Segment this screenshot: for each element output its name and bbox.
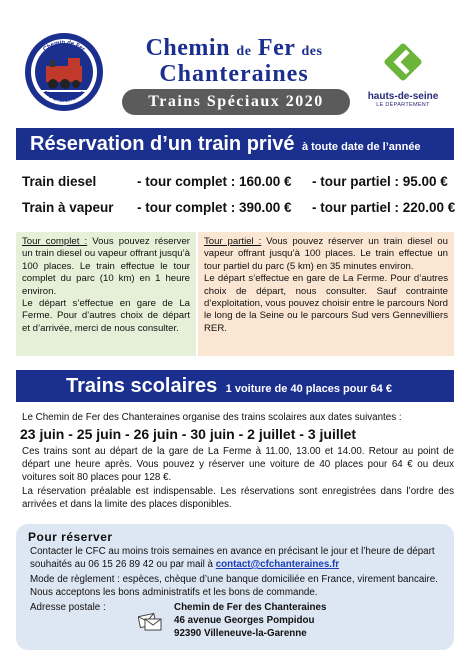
contact-email-link[interactable]: contact@cfchanteraines.fr — [215, 558, 340, 570]
price-row-steam — [22, 200, 462, 220]
price-full-tour: - tour complet : 160.00 € — [137, 174, 292, 189]
booking-contact — [30, 546, 446, 572]
page-header — [0, 0, 470, 122]
title-word-chemin: Chemin — [145, 35, 230, 61]
full-tour-text-1: Vous pouvez réserver un train diesel ou vapeur offrant jusqu’à 100 places. Le train effectue le tour complet du parc (10 km) en 1 heure environ. — [22, 236, 190, 297]
price-full-tour: - tour complet : 390.00 € — [137, 200, 292, 215]
full-tour-info-box — [16, 232, 196, 356]
address-label: Adresse postale : — [30, 602, 106, 613]
booking-contact-text: Contacter le CFC au moins trois semaines en avance en précisant le jour et l’heure de départ souhaités au 06 15 26 89 42 ou par mail à — [30, 546, 435, 570]
private-train-banner — [16, 128, 454, 160]
title-line-2: Chanteraines — [159, 61, 309, 87]
price-row-name: Train diesel — [22, 174, 97, 189]
partial-tour-text-2: Le départ s’effectue en gare de La Ferme. Pour d’autres choix de départ, nous consulter. Sauf contrainte d’exploitation, vous pouvez choisir entre le parcours Nord le long de la Seine ou le parcours Sud vers Gennevilliers RER. — [204, 273, 448, 334]
envelope-icon — [138, 610, 162, 632]
school-train-banner — [16, 370, 454, 402]
address-line-3: 92390 Villeneuve-la-Garenne — [174, 627, 307, 639]
school-booking-note: La réservation préalable est indispensable. Les réservations sont enregistrées dans l’ordre des arrivées et dans la limite des places disponibles. — [22, 486, 454, 510]
title-word-des: des — [301, 44, 323, 59]
school-dates: 23 juin - 25 juin - 26 juin - 30 juin - 2 juillet - 3 juillet — [20, 426, 357, 442]
full-tour-text-2: Le départ s’effectue en gare de La Ferme. Pour d’autres choix de départ et d’arrivée, merci de nous consulter. — [22, 298, 190, 334]
special-trains-badge: Trains Spéciaux 2020 — [122, 89, 350, 115]
school-train-heading: Trains scolaires — [66, 375, 218, 397]
hauts-de-seine-icon — [381, 40, 425, 84]
full-tour-lead: Tour complet : — [22, 236, 88, 247]
logo-top-text: Chemin de Fer — [42, 39, 86, 53]
partial-tour-info-box — [198, 232, 454, 356]
partner-name: hauts-de-seine — [367, 91, 439, 102]
title-word-fer: Fer — [257, 35, 295, 61]
price-row-name: Train à vapeur — [22, 200, 114, 215]
price-partial-tour: - tour partiel : 220.00 € — [312, 200, 456, 215]
logo-sub-text: des Chanteraines — [42, 89, 86, 105]
booking-title: Pour réserver — [28, 530, 113, 544]
booking-box — [16, 524, 454, 650]
school-intro: Le Chemin de Fer des Chanteraines organise des trains scolaires aux dates suivantes : — [22, 412, 402, 423]
price-row-diesel — [22, 174, 462, 194]
address-line-2: 46 avenue Georges Pompidou — [174, 614, 315, 626]
private-train-heading: Réservation d’un train privé — [30, 133, 295, 155]
address-line-1: Chemin de Fer des Chanteraines — [174, 602, 327, 613]
postal-address — [174, 602, 326, 640]
school-train-subheading: 1 voiture de 40 places pour 64 € — [225, 383, 392, 395]
payment-methods: Mode de règlement : espèces, chèque d’une banque domiciliée en France, virement bancaire. Nous acceptons les bons administratifs et les bons de commande. — [30, 574, 438, 598]
title-word-de: de — [236, 44, 252, 59]
partial-tour-lead: Tour partiel : — [204, 236, 262, 247]
cfc-logo — [24, 32, 104, 112]
partner-sub: LE DÉPARTEMENT — [376, 102, 430, 108]
private-train-subheading: à toute date de l’année — [301, 141, 421, 153]
school-details: Ces trains sont au départ de la gare de La Ferme à 11.00, 13.00 et 14.00. Retour au point de départ une heure après. Vous pouvez y réserver une voiture de 40 places pour 64 € ou deux voitures soit 80 places pour 128 €. — [22, 446, 454, 483]
page-title — [118, 36, 350, 86]
price-partial-tour: - tour partiel : 95.00 € — [312, 174, 448, 189]
partial-tour-text-1: Vous pouvez réserver un train diesel ou vapeur offrant jusqu’à 100 places. Le train effectue un tour partiel du parc (5 km) en 35 minutes environ. — [204, 236, 448, 272]
partner-logo — [366, 40, 440, 116]
